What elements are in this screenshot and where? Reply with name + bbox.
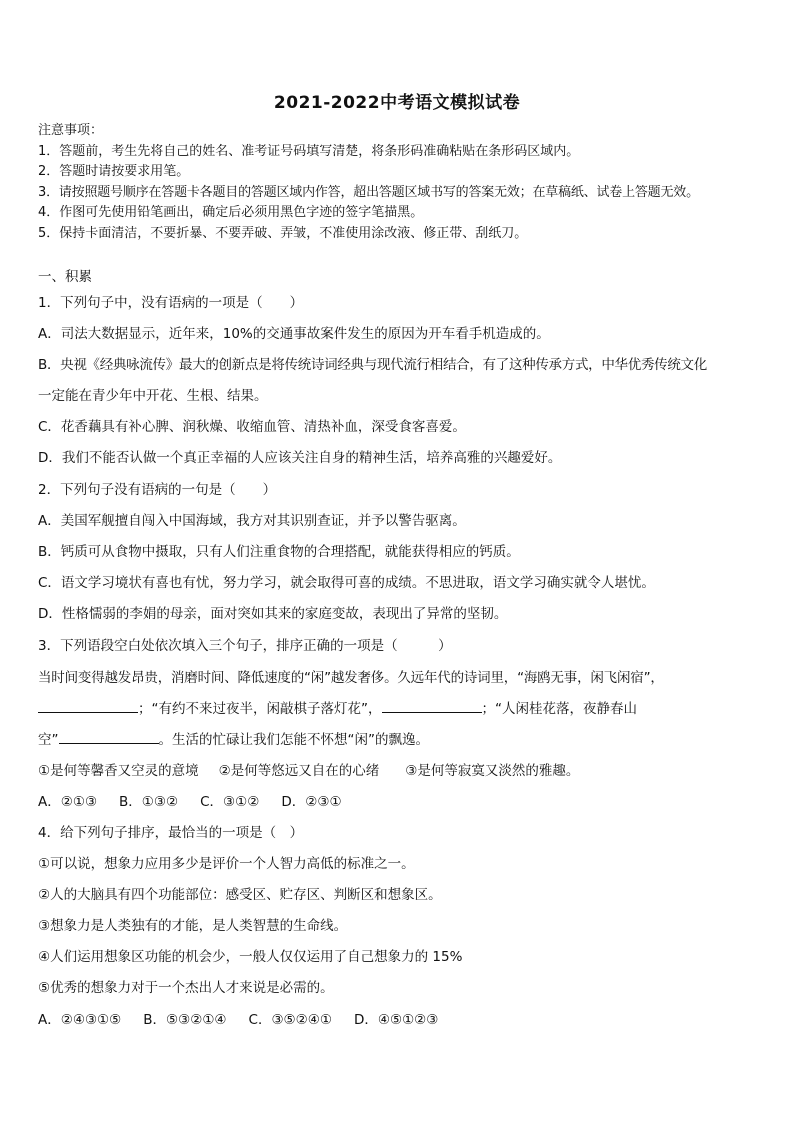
q4-sentence-4: ④人们运用想象区功能的机会少，一般人仅仅运用了自己想象力的 15% [38, 949, 463, 965]
q1-option-b: B．央视《经典咏流传》最大的创新点是将传统诗词经典与现代流行相结合，有了这种传承方式，中华优秀传统文化 [38, 357, 707, 373]
q1-option-d: D．我们不能否认做一个真正幸福的人应该关注自身的精神生活，培养高雅的兴趣爱好。 [38, 450, 562, 466]
notice-item: 5．保持卡面清洁，不要折暴、不要弄破、弄皱，不准使用涂改液、修正带、刮纸刀。 [38, 225, 528, 241]
notice-heading: 注意事项： [38, 123, 104, 138]
q4-sentence-2: ②人的大脑具有四个功能部位：感受区、贮存区、判断区和想象区。 [38, 887, 442, 903]
q1-stem: 1．下列句子中，没有语病的一项是（ ） [38, 295, 304, 311]
notice-item: 3．请按照题号顺序在答题卡各题目的答题区域内作答，超出答题区域书写的答案无效；在草稿纸、试卷上答题无效。 [38, 184, 699, 200]
q4-option-d[interactable]: D．④⑤①②③ [353, 1012, 439, 1028]
q3-passage-line1: 当时间变得越发昂贵，消磨时间、降低速度的“闲”越发奢侈。久远年代的诗词里，“海鸥无事，闲飞闲宿”， [38, 670, 664, 686]
q3-passage-text: ；“人闲桂花落，夜静春山 [481, 701, 637, 717]
q2-option-a: A．美国军舰擅自闯入中国海域，我方对其识别查证，并予以警告驱离。 [38, 513, 466, 529]
q2-option-b: B．钙质可从食物中摄取，只有人们注重食物的合理搭配，就能获得相应的钙质。 [38, 544, 520, 560]
q3-stem: 3．下列语段空白处依次填入三个句子，排序正确的一项是（ ） [38, 638, 452, 654]
q4-stem: 4．给下列句子排序，最恰当的一项是（ ） [38, 825, 304, 841]
fill-blank[interactable] [382, 698, 482, 713]
fill-blank[interactable] [59, 729, 159, 744]
q3-option-a[interactable]: A．②①③ [38, 794, 98, 810]
q3-sentence: ③是何等寂寞又淡然的雅趣。 [405, 763, 580, 779]
q1-option-a: A．司法大数据显示，近年来，10%的交通事故案件发生的原因为开车看手机造成的。 [38, 326, 550, 342]
q3-passage-line3 [38, 728, 429, 748]
notice-item: 2．答题时请按要求用笔。 [38, 164, 190, 179]
q4-option-c[interactable]: C．③⑤②④① [248, 1012, 332, 1028]
q4-option-b[interactable]: B．⑤③②①④ [143, 1012, 227, 1028]
q3-option-c[interactable]: C．③①② [200, 794, 260, 810]
q3-sentences [38, 759, 579, 779]
q1-option-b-cont: 一定能在青少年中开花、生根、结果。 [38, 388, 268, 404]
q4-sentence-5: ⑤优秀的想象力对于一个杰出人才来说是必需的。 [38, 980, 334, 996]
q3-passage-text: ；“有约不来过夜半，闲敲棋子落灯花”， [138, 701, 382, 717]
notice-item: 4．作图可先使用铅笔画出，确定后必须用黑色字迹的签字笔描黑。 [38, 205, 424, 220]
fill-blank[interactable] [38, 698, 138, 713]
q1-option-c: C．花香藕具有补心脾、润秋燥、收缩血管、清热补血，深受食客喜爱。 [38, 419, 466, 435]
page-title: 2021-2022中考语文模拟试卷 [273, 93, 521, 113]
notice-item: 1．答题前，考生先将自己的姓名、准考证号码填写清楚，将条形码准确粘贴在条形码区域内。 [38, 143, 580, 159]
q4-sentence-1: ①可以说，想象力应用多少是评价一个人智力高低的标准之一。 [38, 856, 415, 872]
q3-passage-text: 。生活的忙碌让我们怎能不怀想“闲”的飘逸。 [158, 732, 429, 748]
q3-sentence: ②是何等悠远又自在的心绪 [218, 763, 380, 779]
q4-sentence-3: ③想象力是人类独有的才能，是人类智慧的生命线。 [38, 918, 348, 934]
q3-options [38, 790, 364, 810]
notice-block [38, 121, 778, 244]
q2-stem: 2．下列句子没有语病的一句是（ ） [38, 482, 277, 498]
section-heading: 一、积累 [38, 269, 92, 285]
q3-option-d[interactable]: D．②③① [281, 794, 342, 810]
q3-passage-line2 [38, 697, 637, 717]
q3-option-b[interactable]: B．①③② [119, 794, 179, 810]
q3-passage-text: 空” [38, 732, 59, 748]
q3-sentence: ①是何等馨香又空灵的意境 [38, 763, 199, 779]
q4-option-a[interactable]: A．②④③①⑤ [38, 1012, 122, 1028]
q4-options [38, 1008, 460, 1028]
q2-option-d: D．性格懦弱的李娟的母亲，面对突如其来的家庭变故，表现出了异常的坚韧。 [38, 606, 508, 622]
q2-option-c: C．语文学习境状有喜也有忧，努力学习，就会取得可喜的成绩。不思进取，语文学习确实就令人堪忧。 [38, 575, 655, 591]
